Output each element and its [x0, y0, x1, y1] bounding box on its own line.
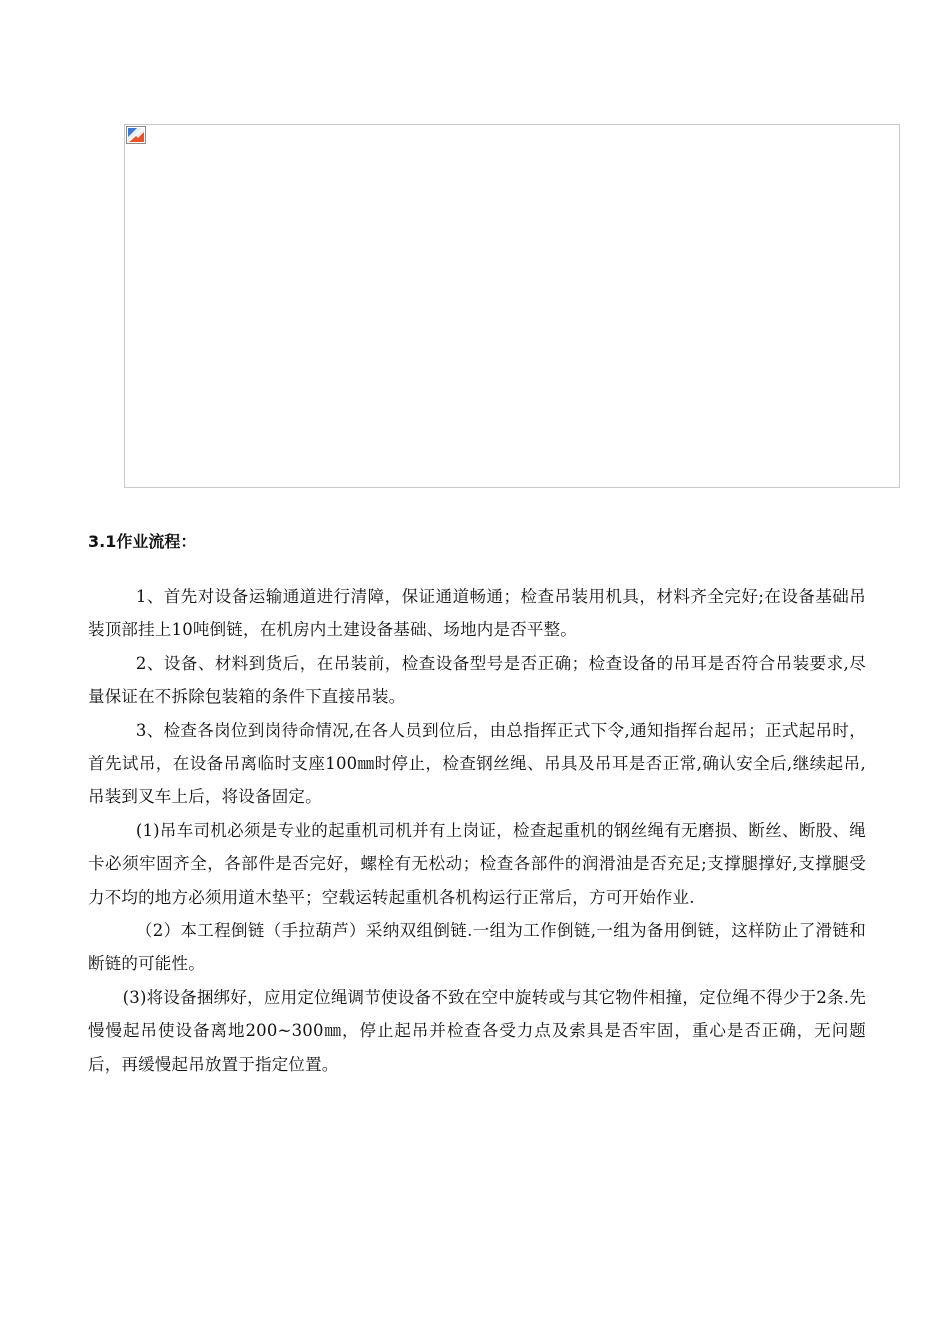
section-heading: 3.1作业流程： [88, 532, 197, 551]
broken-image-icon [126, 126, 146, 144]
embedded-image-placeholder [124, 124, 900, 488]
paragraph: （2）本工程倒链（手拉葫芦）采纳双组倒链.一组为工作倒链,一组为备用倒链，这样防止了滑链和断链的可能性。 [88, 921, 866, 974]
paragraph: (3)将设备捆绑好，应用定位绳调节使设备不致在空中旋转或与其它物件相撞，定位绳不得少于2条.先慢慢起吊使设备离地200~300㎜，停止起吊并检查各受力点及索具是否牢固，重心是否正确，无问题后，再缓慢起吊放置于指定位置。 [88, 987, 866, 1074]
section-body [88, 580, 866, 1081]
paragraph: (1)吊车司机必须是专业的起重机司机并有上岗证，检查起重机的钢丝绳有无磨损、断丝、断股、绳卡必须牢固齐全，各部件是否完好，螺栓有无松动；检查各部件的润滑油是否充足;支撑腿撑好,支撑腿受力不均的地方必须用道木垫平；空载运转起重机各机构运行正常后，方可开始作业. [88, 820, 866, 907]
paragraph: 1、首先对设备运输通道进行清障，保证通道畅通；检查吊装用机具，材料齐全完好;在设备基础吊装顶部挂上10吨倒链，在机房内土建设备基础、场地内是否平整。 [88, 587, 866, 640]
paragraph: 3、检查各岗位到岗待命情况,在各人员到位后，由总指挥正式下令,通知指挥台起吊；正式起吊时，首先试吊，在设备吊离临时支座100㎜时停止，检查钢丝绳、吊具及吊耳是否正常,确认安全后,继续起吊,吊装到叉车上后，将设备固定。 [88, 720, 866, 807]
paragraph: 2、设备、材料到货后，在吊装前，检查设备型号是否正确；检查设备的吊耳是否符合吊装要求,尽量保证在不拆除包装箱的条件下直接吊装。 [88, 653, 866, 707]
